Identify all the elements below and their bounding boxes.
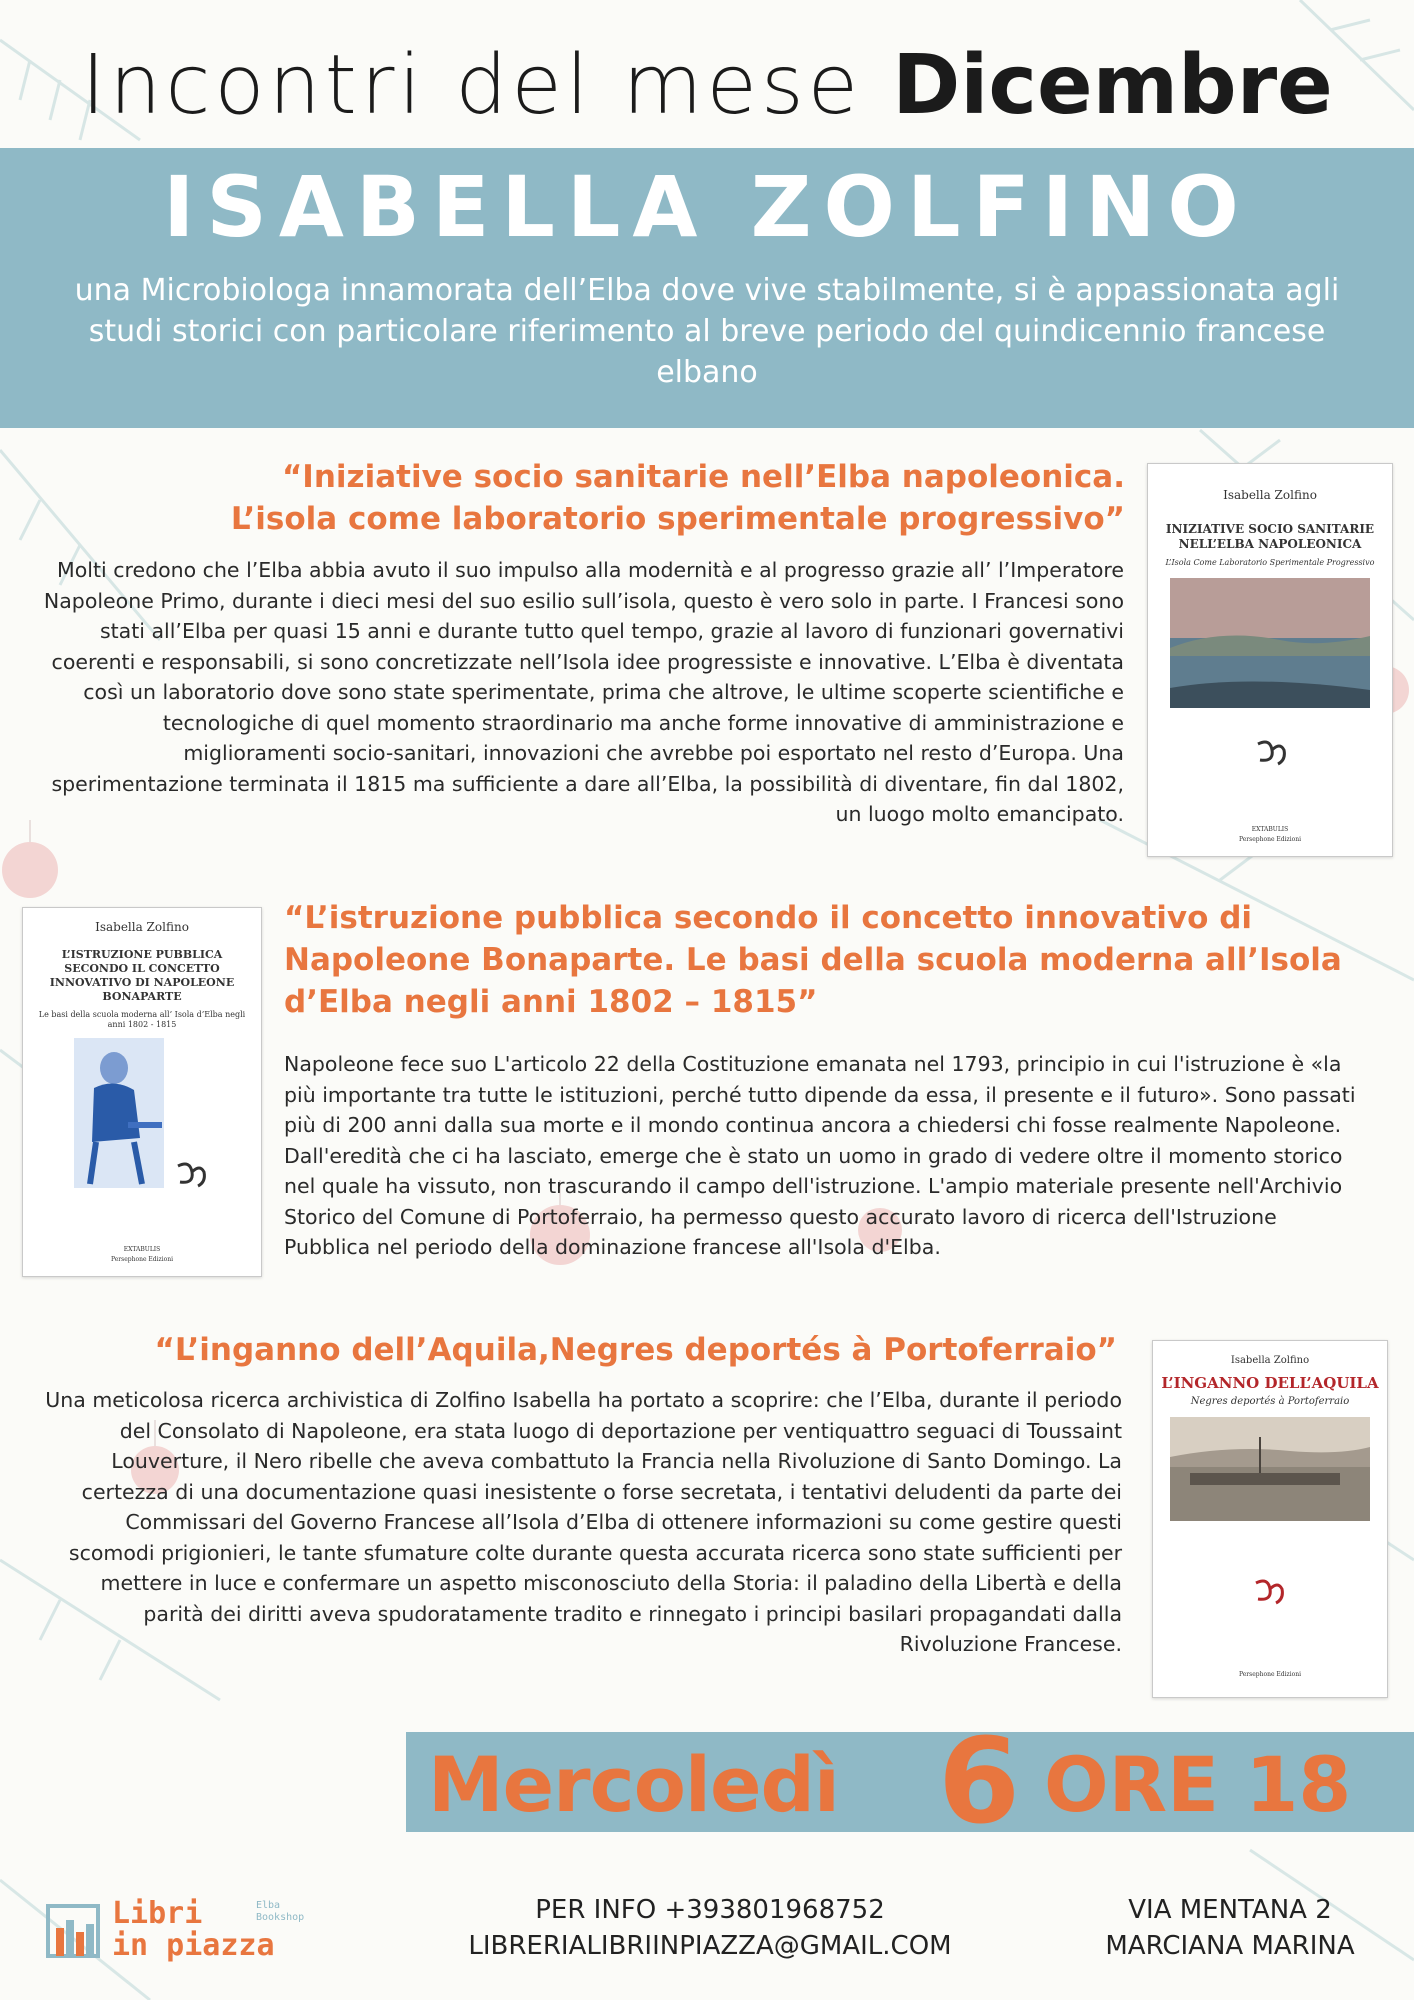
address <box>1060 1892 1400 1964</box>
title-prefix: Incontri del mese <box>81 38 863 133</box>
page-title <box>0 38 1414 133</box>
event-time: ORE 18 <box>1044 1740 1352 1829</box>
book-1-seascape-image <box>1170 578 1370 708</box>
logo-tag-line-1: Elba <box>256 1900 281 1911</box>
contact-email: LIBRERIALIBRIINPIAZZA@GMAIL.COM <box>468 1931 952 1961</box>
book-3-title: L’INGANNO DELL’AQUILA <box>1161 1374 1379 1392</box>
book-1-publisher: Persephone Edizioni <box>1238 836 1302 843</box>
book-2-publisher: Persephone Edizioni <box>110 1256 174 1263</box>
books-logo-icon <box>46 1902 106 1962</box>
section-3-body: Una meticolosa ricerca archivistica di Zolfino Isabella ha portato a scoprire: che l’Elba, durante il periodo del Consolato di Napoleone, era stata luogo di deportazione per ventiquattro seguaci di Toussaint Louverture, il Nero ribelle che aveva combattuto la Francia nella Rivoluzione di Santo Domingo. La certezza di una documentazione quasi inesistente o forse secretata, i tentativi deludenti da parte dei Commissari del Governo Francese all’Isola d’Elba di ottenere informazioni su come gestire questi scomodi prigionieri, le tante sfumature colte durante questa accurata ricerca sono state sufficienti per mettere in luce e confermare un aspetto misconosciuto della Storia: il paladino della Libertà e della parità dei diritti aveva spudoratamente tradito e rinnegato i principi basilari propagandati dalla Rivoluzione Francese. <box>45 1388 1122 1656</box>
address-street: VIA MENTANA 2 <box>1128 1895 1332 1925</box>
book-1-title: INIZIATIVE SOCIO SANITARIE NELL’ELBA NAPOLEONICA <box>1165 522 1375 551</box>
book-cover-2 <box>22 907 262 1277</box>
book-2-title: L’ISTRUZIONE PUBBLICA SECONDO IL CONCETTO INNOVATIVO DI NAPOLEONE BONAPARTE <box>49 948 235 1003</box>
book-2-child-illustration <box>74 1038 164 1188</box>
publisher-logo-icon <box>1250 736 1290 770</box>
book-cover-3 <box>1152 1340 1388 1698</box>
title-month: Dicembre <box>892 38 1333 133</box>
book-cover-1 <box>1147 463 1393 857</box>
bookshop-logo <box>46 1898 326 1968</box>
event-day: Mercoledì <box>428 1740 839 1829</box>
book-3-harbor-photo <box>1170 1417 1370 1521</box>
section-1-body: Molti credono che l’Elba abbia avuto il suo impulso alla modernità e al progresso grazie all’ l’Imperatore Napoleone Primo, durante i dieci mesi del suo esilio sull’isola, questo è vero solo in parte. I Francesi sono stati all’Elba per quasi 15 anni e durante tutto quel tempo, grazie al lavoro di funzionari governativi coerenti e responsabili, si sono concretizzate nell’Isola idee progressiste e innovative. L’Elba è diventata così un laboratorio dove sono state sperimentate, prima che altrove, le ultime scoperte scientifiche e tecnologiche di quel momento straordinario ma anche forme innovative di amministrazione e miglioramenti socio-sanitari, innovazioni che avrebbe poi esportato nel resto d’Europa. Una sperimentazione terminata il 1815 ma sufficiente a dare all’Elba, la possibilità di diventare, fin dal 1802, un luogo molto emancipato. <box>43 558 1124 826</box>
contact-phone: PER INFO +393801968752 <box>535 1895 885 1925</box>
section-2-title: “L’istruzione pubblica secondo il concetto innovativo di Napoleone Bonaparte. Le basi della scuola moderna all’Isola d’Elba negli anni 1802 – 1815” <box>284 900 1342 1020</box>
address-town: MARCIANA MARINA <box>1105 1931 1355 1961</box>
book-2-series: EXTABULIS <box>123 1246 161 1253</box>
section-3-title: “L’inganno dell’Aquila,Negres deportés à Portoferraio” <box>154 1332 1117 1368</box>
book-1-author: Isabella Zolfino <box>1223 488 1317 502</box>
publisher-logo-icon <box>170 1158 210 1188</box>
logo-line-2: in piazza <box>112 1928 275 1963</box>
speaker-name: ISABELLA ZOLFINO <box>163 158 1251 256</box>
book-2-author: Isabella Zolfino <box>95 920 189 934</box>
contact-info <box>410 1892 1010 1964</box>
section-1-title-line1: “Iniziative socio sanitarie nell’Elba napoleonica. <box>281 459 1125 495</box>
book-3-publisher: Persephone Edizioni <box>1238 1671 1302 1678</box>
book-3-subtitle: Negres deportés à Portoferraio <box>1190 1396 1350 1407</box>
book-3-author: Isabella Zolfino <box>1230 1355 1310 1366</box>
section-1-title <box>40 456 1125 540</box>
section-1-title-line2: L’isola come laboratorio sperimentale progressivo” <box>230 501 1125 537</box>
logo-tag-line-2: Bookshop <box>256 1912 305 1923</box>
speaker-description: una Microbiologa innamorata dell’Elba dove vive stabilmente, si è appassionata agli studi storici con particolare riferimento al breve periodo del quindicennio francese elbano <box>74 273 1340 390</box>
event-date-number: 6 <box>938 1712 1021 1850</box>
section-2-body: Napoleone fece suo L'articolo 22 della Costituzione emanata nel 1793, principio in cui l'istruzione è «la più importante tra tutte le istituzioni, perché tutto dipende da essa, il presente e il futuro». Sono passati più di 200 anni dalla sua morte e il mondo continua ancora a chiedersi chi fosse realmente Napoleone. Dall'eredità che ci ha lasciato, emerge che è stato un uomo in grado di vedere oltre il momento storico nel quale ha vissuto, non trascurando il campo dell'istruzione. L'ampio materiale presente nell'Archivio Storico del Comune di Portoferraio, ha permesso questo accurato lavoro di ricerca dell'Istruzione Pubblica nel periodo della dominazione francese all'Isola d'Elba. <box>284 1052 1356 1259</box>
book-1-subtitle: L’Isola Come Laboratorio Sperimentale Progressivo <box>1165 558 1375 567</box>
book-1-series: EXTABULIS <box>1251 826 1289 833</box>
book-2-subtitle: Le basi della scuola moderna all’ Isola d’Elba negli anni 1802 - 1815 <box>38 1010 246 1029</box>
publisher-logo-icon <box>1248 1575 1292 1611</box>
logo-line-1: Libri <box>112 1896 203 1931</box>
logo-tag <box>256 1900 304 1924</box>
